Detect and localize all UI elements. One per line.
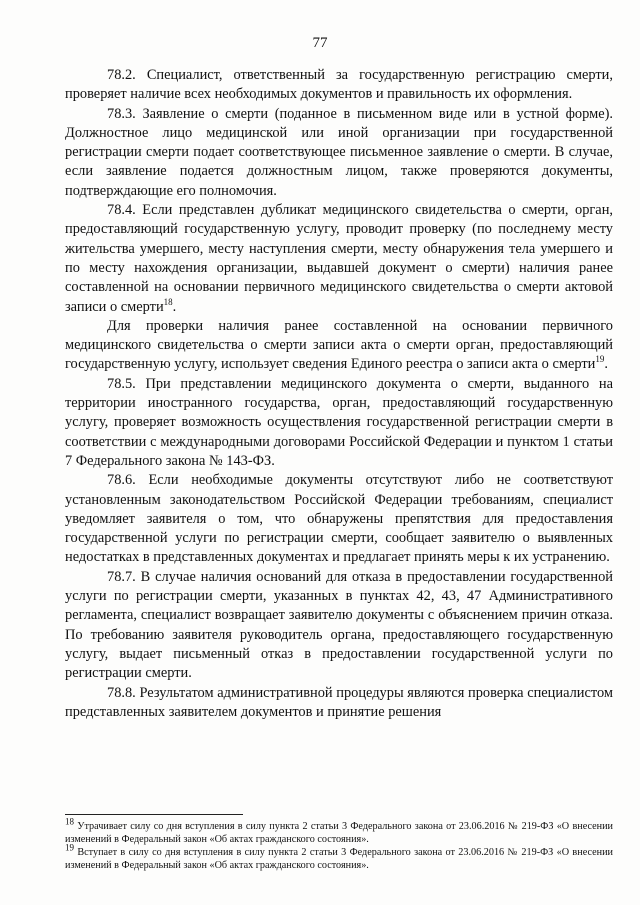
footnotes	[65, 816, 613, 872]
footnote-19: $^{19}$ Вступает в силу со дня вступления в силу пункта 2 статьи 3 Федерального закона от 23.06.2016 № 219-ФЗ «О внесении изменений в Федеральный закон «Об актах гражданского состояния».	[65, 842, 613, 871]
footnote-18: $^{18}$ Утрачивает силу со дня вступления в силу пункта 2 статьи 3 Федерального закона от 23.06.2016 № 219-ФЗ «О внесении изменений в Федеральный закон «Об актах гражданского состояния».	[65, 816, 613, 845]
document-body	[65, 66, 613, 722]
footnote-mark-19: 19	[65, 842, 74, 853]
page-number: 77	[312, 35, 328, 51]
footnote-separator	[65, 814, 243, 815]
paragraph-78-8: 78.8. Результатом административной процедуры являются проверка специалистом представленных заявителем документов и принятие решения	[65, 684, 613, 720]
footnote-ref-19[interactable]: 19	[595, 354, 605, 365]
paragraph-78-3: 78.3. Заявление о смерти (поданное в письменном виде или в устной форме). Должностное лицо медицинской или иной организации при государственной регистрации смерти подает соответствующее письменное заявление о смерти. В случае, если заявление подается должностным лицом, также проверяются документы, подтверждающие его полномочия.	[65, 105, 613, 199]
footnote-mark-18: 18	[65, 816, 74, 827]
paragraph-78-5: 78.5. При представлении медицинского документа о смерти, выданного на территории иностранного государства, орган, предоставляющий государственную услугу, проверяет возможность осуществления государственной регистрации смерти в соответствии с международными договорами Российской Федерации и пунктом 1 статьи 7 Федерального закона № 143-ФЗ.	[65, 375, 613, 469]
paragraph-registry-check: Для проверки наличия ранее составленной на основании первичного медицинского свидетельства о смерти записи акта о смерти орган, предоставляющий государственную услугу, использует сведения Единого реестра о записи акта о смерти$^{19}$.	[65, 317, 613, 373]
paragraph-78-7: 78.7. В случае наличия оснований для отказа в предоставлении государственной услуги по регистрации смерти, указанных в пунктах 42, 43, 47 Административного регламента, специалист возвращает заявителю документы с объяснением причин отказа. По требованию заявителя руководитель органа, предоставляющего государственную услугу, выдает письменный отказ в предоставлении государственной услуги по регистрации смерти.	[65, 568, 613, 682]
footnote-ref-18[interactable]: 18	[163, 296, 173, 307]
paragraph-78-2: 78.2. Специалист, ответственный за государственную регистрацию смерти, проверяет наличие всех необходимых документов и правильность их оформления.	[65, 67, 613, 103]
paragraph-78-4: 78.4. Если представлен дубликат медицинского свидетельства о смерти, орган, предоставляющий государственную услугу, проводит проверку (по последнему месту жительства умершего, месту наступления смерти, месту обнаружения тела умершего и по месту нахождения организации, выдавшей документ о смерти) наличия ранее составленной на основании первичного медицинского свидетельства о смерти актовой записи о смерти$^{18}$.	[65, 202, 613, 315]
paragraph-78-6: 78.6. Если необходимые документы отсутствуют либо не соответствуют установленным законодательством Российской Федерации требованиям, специалист уведомляет заявителя о том, что обнаружены препятствия для предоставления государственной услуги по регистрации смерти, сообщает заявителю о выявленных недостатках в представленных документах и предлагает принять меры к их устранению.	[65, 472, 613, 566]
